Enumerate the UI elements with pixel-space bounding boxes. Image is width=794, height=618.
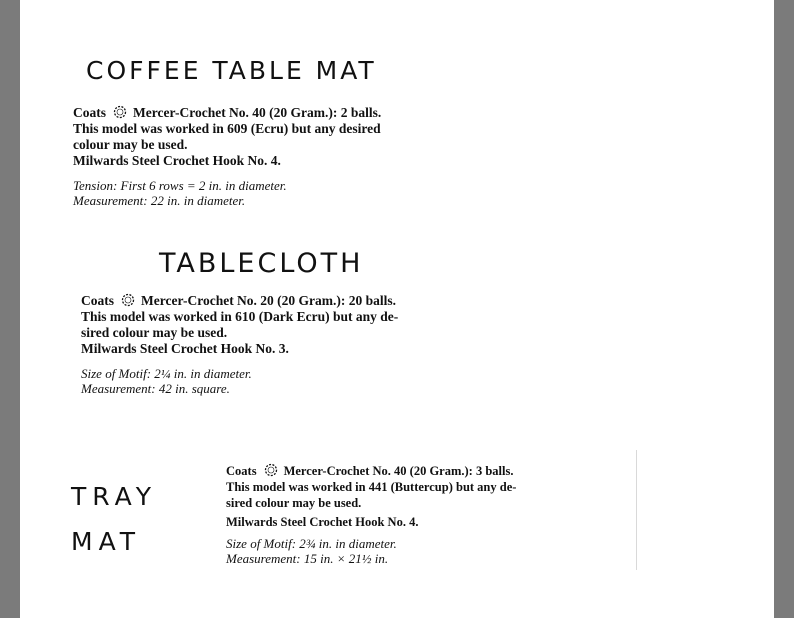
materials-text: Mercer-Crochet No. 40 (20 Gram.): 2 balls.	[133, 105, 382, 120]
model-line-cont: colour may be used.	[73, 137, 188, 152]
coats-chain-logo-icon	[121, 293, 135, 307]
materials-line	[226, 463, 516, 479]
tray-mat-title-line1: TRAY	[71, 482, 158, 511]
coffee-table-mat-materials	[73, 105, 381, 208]
tablecloth-materials	[81, 293, 398, 396]
brand-name: Coats	[73, 105, 106, 120]
model-line: This model was worked in 609 (Ecru) but any desired	[73, 121, 381, 136]
measurement-note: Measurement: 15 in. × 21½ in.	[226, 551, 389, 566]
hook-line: Milwards Steel Crochet Hook No. 4.	[73, 153, 281, 168]
coffee-table-mat-title: COFFEE TABLE MAT	[86, 56, 377, 85]
tray-mat-materials	[226, 463, 516, 566]
hook-line: Milwards Steel Crochet Hook No. 3.	[81, 341, 289, 356]
measurement-note: Measurement: 22 in. in diameter.	[73, 193, 246, 208]
tablecloth-title: TABLECLOTH	[159, 248, 364, 279]
model-line-cont: sired colour may be used.	[81, 325, 228, 340]
coats-chain-logo-icon	[264, 463, 278, 477]
tray-mat-title-line2: MAT	[71, 527, 142, 556]
brand-name: Coats	[226, 464, 257, 478]
materials-text: Mercer-Crochet No. 20 (20 Gram.): 20 balls.	[141, 293, 397, 308]
model-line-cont: sired colour may be used.	[226, 496, 362, 510]
motif-size-note: Size of Motif: 2¼ in. in diameter.	[81, 366, 252, 381]
tension-note: Tension: First 6 rows = 2 in. in diameter.	[73, 178, 287, 193]
model-line: This model was worked in 610 (Dark Ecru) but any de-	[81, 309, 399, 324]
page-border-left	[0, 0, 20, 618]
model-line: This model was worked in 441 (Buttercup) but any de-	[226, 480, 517, 494]
coats-chain-logo-icon	[113, 105, 127, 119]
motif-size-note: Size of Motif: 2¾ in. in diameter.	[226, 536, 397, 551]
materials-line	[73, 105, 381, 121]
page-border-right	[774, 0, 794, 618]
brand-name: Coats	[81, 293, 114, 308]
hook-line: Milwards Steel Crochet Hook No. 4.	[226, 515, 419, 529]
measurement-note: Measurement: 42 in. square.	[81, 381, 230, 396]
materials-text: Mercer-Crochet No. 40 (20 Gram.): 3 balls.	[283, 464, 514, 478]
materials-line	[81, 293, 398, 309]
page-fold-line	[636, 450, 637, 570]
